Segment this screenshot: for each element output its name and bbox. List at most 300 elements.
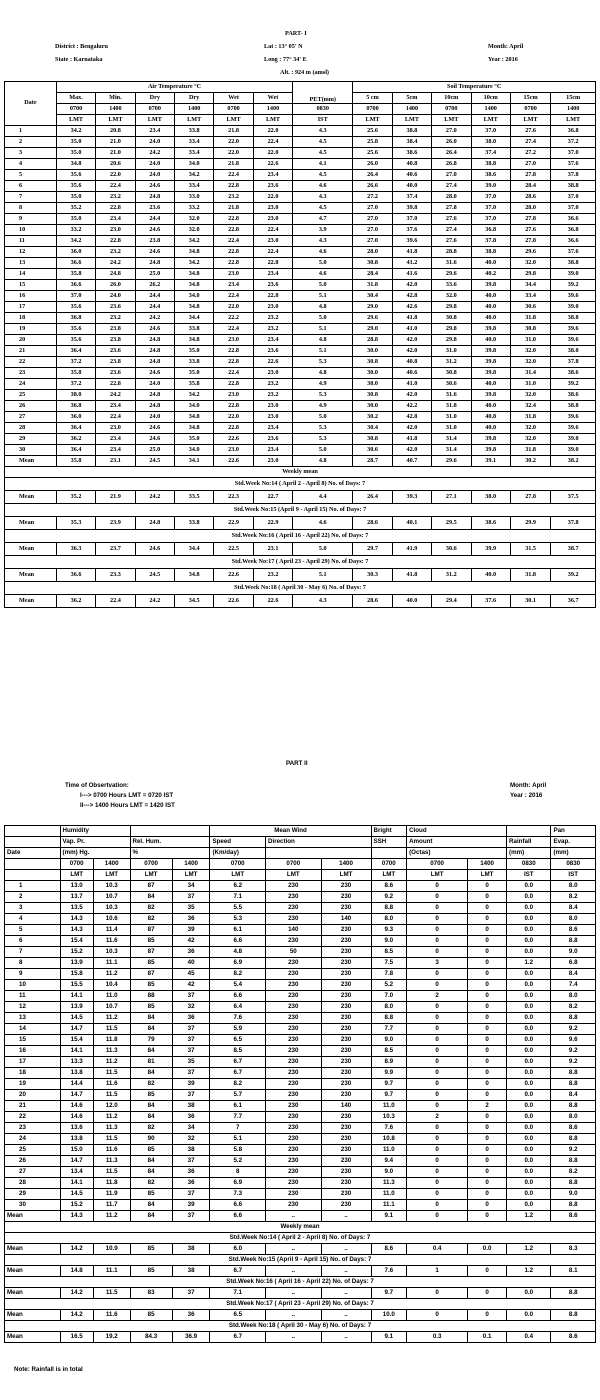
value-cell: 34.8 bbox=[175, 247, 214, 258]
mean-value: 5.0 bbox=[293, 543, 353, 556]
value-cell: 30.8 bbox=[353, 434, 392, 445]
value-cell: 23.0 bbox=[96, 423, 135, 434]
value-cell: 0 bbox=[468, 1189, 507, 1200]
blank-cell bbox=[5, 870, 61, 881]
value-cell: 37 bbox=[172, 1156, 210, 1167]
value-cell: 39.8 bbox=[471, 324, 510, 335]
value-cell: 11.8 bbox=[93, 1035, 130, 1046]
value-cell: 23.4 bbox=[96, 214, 135, 225]
value-cell: 23.2 bbox=[253, 390, 292, 401]
value-cell: 38.8 bbox=[551, 401, 596, 412]
value-cell: 0 bbox=[407, 1156, 468, 1167]
value-cell: 21.8 bbox=[214, 203, 253, 214]
value-cell: 40.0 bbox=[471, 335, 510, 346]
value-cell: 13.0 bbox=[60, 881, 93, 892]
value-cell: 22.8 bbox=[214, 225, 253, 236]
table-row bbox=[5, 423, 596, 434]
mean-value: 31.2 bbox=[432, 569, 471, 582]
value-cell: 40.8 bbox=[471, 412, 510, 423]
value-cell: 25.0 bbox=[135, 445, 174, 456]
value-cell: 0.0 bbox=[507, 1002, 551, 1013]
date-cell: 13 bbox=[5, 1013, 61, 1024]
date-cell: 28 bbox=[5, 423, 57, 434]
value-cell: 29.6 bbox=[510, 247, 550, 258]
unit-header: LMT bbox=[60, 870, 93, 881]
table-row bbox=[5, 1167, 596, 1178]
mean-value: 9.1 bbox=[371, 1332, 407, 1343]
date-cell: 11 bbox=[5, 991, 61, 1002]
value-cell: 39.0 bbox=[471, 181, 510, 192]
mean-value: 36.7 bbox=[551, 595, 596, 608]
value-cell: 27.2 bbox=[353, 192, 392, 203]
mean-value: 30.6 bbox=[432, 543, 471, 556]
value-cell: 8 bbox=[210, 1167, 266, 1178]
table-row bbox=[5, 280, 596, 291]
value-cell: 28.8 bbox=[353, 335, 392, 346]
blank-cell bbox=[266, 848, 372, 859]
value-cell: 8.8 bbox=[551, 1178, 596, 1189]
value-cell: 15.4 bbox=[60, 936, 93, 947]
date-cell: 23 bbox=[5, 368, 57, 379]
mean-value: 6.7 bbox=[210, 1266, 266, 1277]
header-row bbox=[5, 115, 596, 126]
value-cell: 30.0 bbox=[353, 346, 392, 357]
value-cell: 24.2 bbox=[96, 258, 135, 269]
table-row bbox=[5, 969, 596, 980]
value-cell: 36 bbox=[172, 1167, 210, 1178]
value-cell: 23.2 bbox=[253, 324, 292, 335]
mean-value: .. bbox=[266, 1266, 322, 1277]
rainfall-header: Rainfall bbox=[507, 837, 551, 848]
table-row bbox=[5, 991, 596, 1002]
value-cell: 5.3 bbox=[293, 434, 353, 445]
mean-value: 14.3 bbox=[60, 1211, 93, 1222]
value-cell: 7.5 bbox=[371, 958, 407, 969]
table-row bbox=[5, 1189, 596, 1200]
value-cell: 34 bbox=[172, 1123, 210, 1134]
part1-table bbox=[4, 81, 596, 608]
value-cell: 37.0 bbox=[471, 214, 510, 225]
value-cell: 37.0 bbox=[551, 203, 596, 214]
value-cell: 84 bbox=[130, 1112, 172, 1123]
column-header: Dry bbox=[175, 93, 214, 104]
value-cell: 0 bbox=[407, 1013, 468, 1024]
column-header: 5cm bbox=[392, 93, 431, 104]
table-row bbox=[5, 1134, 596, 1145]
value-cell: 37.8 bbox=[551, 170, 596, 181]
mean-value: 14.2 bbox=[60, 1244, 93, 1255]
mean-value: 4.4 bbox=[293, 491, 353, 504]
value-cell: 3.9 bbox=[293, 225, 353, 236]
value-cell: 38.8 bbox=[551, 258, 596, 269]
week-mean-row bbox=[5, 1310, 596, 1321]
week-label: Std.Week No:14 ( April 2 - April 8) No. of Days: 7 bbox=[5, 1233, 596, 1244]
table-row bbox=[5, 1013, 596, 1024]
value-cell: 11.0 bbox=[93, 991, 130, 1002]
value-cell: 8.8 bbox=[551, 1013, 596, 1024]
value-cell: 38.6 bbox=[551, 368, 596, 379]
mean-value: 22.6 bbox=[214, 456, 253, 467]
value-cell: 8.9 bbox=[371, 1057, 407, 1068]
value-cell: 23.0 bbox=[253, 214, 292, 225]
value-cell: 9.2 bbox=[551, 1046, 596, 1057]
date-cell: 17 bbox=[5, 302, 57, 313]
value-cell: 30.8 bbox=[432, 368, 471, 379]
value-cell: 42 bbox=[172, 980, 210, 991]
value-cell: 230 bbox=[266, 1167, 322, 1178]
value-cell: 140 bbox=[321, 914, 371, 925]
date-cell: 6 bbox=[5, 181, 57, 192]
week-label: Std.Week No:16 ( April 16 - April 22) No. of Days: 7 bbox=[5, 1277, 596, 1288]
value-cell: 30.2 bbox=[353, 412, 392, 423]
value-cell: 39.8 bbox=[471, 434, 510, 445]
value-cell: 84 bbox=[130, 1013, 172, 1024]
mean-value: 24.6 bbox=[135, 543, 174, 556]
date-cell: 12 bbox=[5, 247, 57, 258]
value-cell: 42.6 bbox=[392, 302, 431, 313]
value-cell: 27.4 bbox=[432, 225, 471, 236]
date-cell: 17 bbox=[5, 1057, 61, 1068]
value-cell: 13.4 bbox=[60, 1167, 93, 1178]
value-cell: 24.8 bbox=[135, 335, 174, 346]
value-cell: 32 bbox=[172, 1134, 210, 1145]
value-cell: 5.5 bbox=[210, 903, 266, 914]
week-mean-row bbox=[5, 569, 596, 582]
value-cell: 22.8 bbox=[253, 291, 292, 302]
value-cell: 9.9 bbox=[371, 1068, 407, 1079]
value-cell: 5.9 bbox=[210, 1024, 266, 1035]
value-cell: 11.5 bbox=[93, 1068, 130, 1079]
date-header: Date bbox=[5, 848, 61, 859]
value-cell: 28.4 bbox=[353, 269, 392, 280]
mean-value: 35.3 bbox=[56, 517, 95, 530]
value-cell: 0.0 bbox=[507, 1046, 551, 1057]
value-cell: 38 bbox=[172, 1101, 210, 1112]
weekly-mean-title: Weekly mean bbox=[5, 467, 596, 478]
value-cell: 27.2 bbox=[510, 148, 550, 159]
value-cell: 33.2 bbox=[175, 203, 214, 214]
value-cell: 24.8 bbox=[135, 346, 174, 357]
value-cell: 8.8 bbox=[551, 936, 596, 947]
value-cell: 230 bbox=[321, 1167, 371, 1178]
value-cell: 28.0 bbox=[432, 192, 471, 203]
mean-value: 1.2 bbox=[507, 1266, 551, 1277]
value-cell: 4.3 bbox=[293, 126, 353, 137]
value-cell: 230 bbox=[321, 881, 371, 892]
value-cell: 0 bbox=[468, 1200, 507, 1211]
time-header: 0700 bbox=[56, 104, 95, 115]
value-cell: 24.0 bbox=[135, 412, 174, 423]
value-cell: 35.6 bbox=[56, 181, 95, 192]
mean-value: 11.6 bbox=[93, 1310, 130, 1321]
value-cell: 10.6 bbox=[93, 914, 130, 925]
value-cell: 22.4 bbox=[214, 291, 253, 302]
cloud-header: Cloud bbox=[407, 826, 507, 837]
value-cell: 0 bbox=[468, 1134, 507, 1145]
mean-value: 28.6 bbox=[353, 595, 392, 608]
table-row bbox=[5, 170, 596, 181]
week-label-row bbox=[5, 1255, 596, 1266]
value-cell: 13.9 bbox=[60, 1002, 93, 1013]
value-cell: 23.4 bbox=[253, 445, 292, 456]
column-header: Dry bbox=[135, 93, 174, 104]
value-cell: 15.8 bbox=[60, 969, 93, 980]
soil-temperature-header: Soil Temperature °C bbox=[353, 82, 596, 93]
mean-value: 34.8 bbox=[175, 569, 214, 582]
value-cell: 14.7 bbox=[60, 1090, 93, 1101]
mean-value: 31.8 bbox=[510, 569, 550, 582]
mean-value: 1.2 bbox=[507, 1244, 551, 1255]
time-header: 0700 bbox=[60, 859, 93, 870]
date-cell: 5 bbox=[5, 925, 61, 936]
value-cell: 7 bbox=[210, 1123, 266, 1134]
value-cell: 24.6 bbox=[135, 423, 174, 434]
value-cell: 37.0 bbox=[471, 203, 510, 214]
value-cell: 8.4 bbox=[551, 1090, 596, 1101]
table-row bbox=[5, 1046, 596, 1057]
value-cell: 9.0 bbox=[371, 1167, 407, 1178]
value-cell: 5.7 bbox=[210, 1090, 266, 1101]
value-cell: 230 bbox=[266, 1101, 322, 1112]
blank-cell bbox=[5, 859, 61, 870]
value-cell: 23.8 bbox=[96, 324, 135, 335]
value-cell: 24.6 bbox=[135, 247, 174, 258]
mean-value: 38 bbox=[172, 1244, 210, 1255]
value-cell: 6.8 bbox=[551, 958, 596, 969]
value-cell: 31.4 bbox=[432, 434, 471, 445]
value-cell: 28.4 bbox=[510, 181, 550, 192]
mean-value: 0 bbox=[407, 1310, 468, 1321]
value-cell: 22.4 bbox=[96, 181, 135, 192]
mean-value: 36 bbox=[172, 1310, 210, 1321]
value-cell: 4.6 bbox=[293, 269, 353, 280]
value-cell: 8.8 bbox=[371, 903, 407, 914]
value-cell: 0.0 bbox=[507, 1090, 551, 1101]
table-row bbox=[5, 390, 596, 401]
mean-wind-header: Mean Wind bbox=[210, 826, 371, 837]
value-cell: 0.0 bbox=[507, 1068, 551, 1079]
value-cell: 30.6 bbox=[510, 302, 550, 313]
value-cell: 230 bbox=[266, 1200, 322, 1211]
value-cell: 10.3 bbox=[93, 903, 130, 914]
value-cell: 37 bbox=[172, 1090, 210, 1101]
table-row bbox=[5, 1079, 596, 1090]
date-cell: 9 bbox=[5, 969, 61, 980]
value-cell: 11.5 bbox=[93, 1024, 130, 1035]
mean-value: 14.2 bbox=[60, 1310, 93, 1321]
mean-label: Mean bbox=[5, 1244, 61, 1255]
value-cell: 230 bbox=[266, 1068, 322, 1079]
time-header: 1400 bbox=[468, 859, 507, 870]
value-cell: 11.2 bbox=[93, 1013, 130, 1024]
date-cell: 3 bbox=[5, 148, 57, 159]
column-header: 10cm bbox=[432, 93, 471, 104]
value-cell: 230 bbox=[266, 1035, 322, 1046]
value-cell: 0.0 bbox=[507, 1112, 551, 1123]
value-cell: 31.4 bbox=[510, 368, 550, 379]
value-cell: 39.8 bbox=[471, 368, 510, 379]
value-cell: 11.6 bbox=[93, 1079, 130, 1090]
value-cell: 23.0 bbox=[96, 225, 135, 236]
value-cell: 36.4 bbox=[56, 423, 95, 434]
mean-value: 38.7 bbox=[551, 543, 596, 556]
value-cell: 87 bbox=[130, 881, 172, 892]
value-cell: 0.0 bbox=[507, 892, 551, 903]
time-header: 1400 bbox=[253, 104, 292, 115]
table-row bbox=[5, 1002, 596, 1013]
value-cell: 30.8 bbox=[510, 324, 550, 335]
mean-value: .. bbox=[321, 1332, 371, 1343]
value-cell: 23.4 bbox=[253, 423, 292, 434]
mean-value: 0 bbox=[407, 1211, 468, 1222]
week-label: Std.Week No:18 ( April 30 - May 6) No. of Days: 7 bbox=[5, 1321, 596, 1332]
value-cell: 26.6 bbox=[353, 181, 392, 192]
value-cell: 84 bbox=[130, 1200, 172, 1211]
blank-cell bbox=[5, 837, 61, 848]
column-header: Min. bbox=[96, 93, 135, 104]
value-cell: 23.6 bbox=[96, 302, 135, 313]
value-cell: 8.2 bbox=[551, 892, 596, 903]
value-cell: 35.0 bbox=[56, 192, 95, 203]
value-cell: 0.0 bbox=[507, 1134, 551, 1145]
value-cell: 42.0 bbox=[392, 445, 431, 456]
mean-value: 85 bbox=[130, 1310, 172, 1321]
value-cell: 230 bbox=[266, 958, 322, 969]
value-cell: 6.1 bbox=[210, 1101, 266, 1112]
pet-header: PET(mm) bbox=[293, 82, 353, 104]
value-cell: 26.2 bbox=[135, 280, 174, 291]
table-row bbox=[5, 225, 596, 236]
mean-value: 22.6 bbox=[253, 595, 292, 608]
value-cell: 42.2 bbox=[392, 401, 431, 412]
value-cell: 8.6 bbox=[551, 1123, 596, 1134]
value-cell: 5.3 bbox=[293, 357, 353, 368]
pan-header: Pan bbox=[551, 826, 596, 837]
value-cell: 9.0 bbox=[371, 1035, 407, 1046]
value-cell: 40.0 bbox=[392, 181, 431, 192]
value-cell: 0.0 bbox=[507, 1101, 551, 1112]
time-header: 1400 bbox=[93, 859, 130, 870]
table-row bbox=[5, 126, 596, 137]
value-cell: 33.4 bbox=[510, 291, 550, 302]
value-cell: 11.2 bbox=[93, 969, 130, 980]
date-cell: 6 bbox=[5, 936, 61, 947]
mean-label: Mean bbox=[5, 1288, 61, 1299]
value-cell: 27.8 bbox=[510, 214, 550, 225]
value-cell: 3 bbox=[407, 958, 468, 969]
value-cell: 34.2 bbox=[175, 236, 214, 247]
value-cell: 5.2 bbox=[210, 1156, 266, 1167]
week-label: Std.Week No:14 ( April 2 - April 8) No. of Days: 7 bbox=[5, 478, 596, 491]
value-cell: 24.6 bbox=[135, 225, 174, 236]
value-cell: 0 bbox=[407, 1046, 468, 1057]
value-cell: 41.8 bbox=[392, 434, 431, 445]
table-row bbox=[5, 1123, 596, 1134]
value-cell: 5.0 bbox=[293, 445, 353, 456]
time-header: 0700 bbox=[210, 859, 266, 870]
value-cell: 4.8 bbox=[210, 947, 266, 958]
time-header: 0700 bbox=[407, 859, 468, 870]
value-cell: 23.6 bbox=[96, 368, 135, 379]
value-cell: 37.4 bbox=[392, 192, 431, 203]
mean-value: 22.3 bbox=[214, 491, 253, 504]
header-row bbox=[5, 104, 596, 115]
value-cell: 31.8 bbox=[510, 445, 550, 456]
mean-value: 10.9 bbox=[93, 1244, 130, 1255]
value-cell: 34.0 bbox=[175, 291, 214, 302]
value-cell: 32 bbox=[172, 1002, 210, 1013]
value-cell: 33.6 bbox=[432, 280, 471, 291]
mean-value: 39.3 bbox=[392, 491, 431, 504]
value-cell: 82 bbox=[130, 1178, 172, 1189]
value-cell: 22.8 bbox=[214, 379, 253, 390]
value-cell: 0.0 bbox=[507, 881, 551, 892]
value-cell: 5.1 bbox=[210, 1134, 266, 1145]
table-row bbox=[5, 346, 596, 357]
value-cell: 32.0 bbox=[510, 346, 550, 357]
value-cell: 10.7 bbox=[93, 892, 130, 903]
mean-row bbox=[5, 1211, 596, 1222]
table-row bbox=[5, 137, 596, 148]
value-cell: 8.4 bbox=[551, 903, 596, 914]
value-cell: 28.6 bbox=[510, 192, 550, 203]
value-cell: 11.3 bbox=[371, 1178, 407, 1189]
value-cell: 230 bbox=[321, 1013, 371, 1024]
value-cell: 23.0 bbox=[253, 368, 292, 379]
value-cell: 39.8 bbox=[471, 346, 510, 357]
value-cell: 8.5 bbox=[371, 947, 407, 958]
value-cell: 9.2 bbox=[551, 1024, 596, 1035]
value-cell: 6.2 bbox=[210, 881, 266, 892]
week-label-row bbox=[5, 582, 596, 595]
value-cell: 5.2 bbox=[371, 980, 407, 991]
mean-value: 0.4 bbox=[507, 1332, 551, 1343]
mean-value: 29.4 bbox=[432, 595, 471, 608]
value-cell: 0 bbox=[407, 947, 468, 958]
week-label-row bbox=[5, 1299, 596, 1310]
value-cell: 84 bbox=[130, 892, 172, 903]
table-row bbox=[5, 434, 596, 445]
mean-value: 37.5 bbox=[551, 491, 596, 504]
value-cell: 230 bbox=[266, 1024, 322, 1035]
table-row bbox=[5, 181, 596, 192]
ssh-header: SSH bbox=[371, 837, 407, 848]
value-cell: 230 bbox=[321, 947, 371, 958]
value-cell: 5.3 bbox=[293, 390, 353, 401]
value-cell: 36 bbox=[172, 1112, 210, 1123]
value-cell: 50 bbox=[266, 947, 322, 958]
mean-value: 30.3 bbox=[353, 569, 392, 582]
mean-label: Mean bbox=[5, 1310, 61, 1321]
mean-value: 30.2 bbox=[510, 456, 550, 467]
altitude-label: Alt. : 924 m (amsl) bbox=[280, 69, 329, 76]
mean-value: 6.6 bbox=[210, 1211, 266, 1222]
value-cell: 84 bbox=[130, 1167, 172, 1178]
value-cell: 230 bbox=[266, 1178, 322, 1189]
value-cell: 8.0 bbox=[551, 991, 596, 1002]
mean-value: 22.4 bbox=[96, 595, 135, 608]
value-cell: 22.4 bbox=[214, 236, 253, 247]
mean-label: Mean bbox=[5, 517, 57, 530]
value-cell: 11.4 bbox=[93, 925, 130, 936]
value-cell: 82 bbox=[130, 914, 172, 925]
value-cell: 37.6 bbox=[392, 225, 431, 236]
value-cell: 31.0 bbox=[510, 335, 550, 346]
date-cell: 16 bbox=[5, 1046, 61, 1057]
value-cell: 22.6 bbox=[253, 357, 292, 368]
date-cell: 30 bbox=[5, 445, 57, 456]
value-cell: 23.4 bbox=[253, 335, 292, 346]
